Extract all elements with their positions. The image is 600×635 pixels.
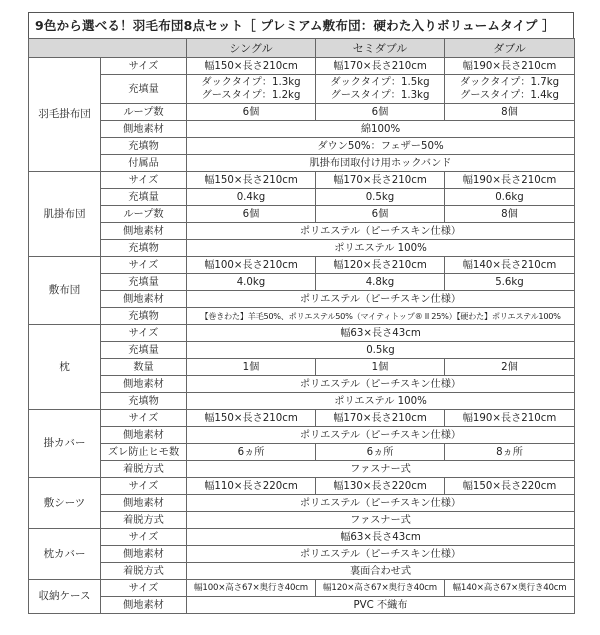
table-row (29, 495, 575, 512)
row-label: 充填物 (101, 138, 187, 155)
table-row (29, 206, 575, 223)
table-row (29, 410, 575, 427)
cell: 裏面合わせ式 (187, 563, 575, 580)
cell: 0.5kg (187, 342, 575, 359)
table-row (29, 223, 575, 240)
table-row (29, 580, 575, 597)
row-label: ズレ防止ヒモ数 (101, 444, 187, 461)
cell: 4.8kg (316, 274, 445, 291)
row-label: サイズ (101, 325, 187, 342)
group-label: 掛カバー (29, 410, 101, 478)
table-row (29, 444, 575, 461)
row-label: 充填物 (101, 393, 187, 410)
row-label: 着脱方式 (101, 461, 187, 478)
cell: 4.0kg (187, 274, 316, 291)
cell: 幅150×長さ220cm (445, 478, 575, 495)
cell: 0.4kg (187, 189, 316, 206)
table-row (29, 257, 575, 274)
row-label: サイズ (101, 478, 187, 495)
table-row (29, 546, 575, 563)
row-label: 側地素材 (101, 495, 187, 512)
table-row (29, 512, 575, 529)
cell: 幅150×長さ210cm (187, 172, 316, 189)
row-label: サイズ (101, 410, 187, 427)
cell: 2個 (445, 359, 575, 376)
row-label: 側地素材 (101, 291, 187, 308)
cell: ポリエステル 100% (187, 240, 575, 257)
cell: 8ヵ所 (445, 444, 575, 461)
cell: 幅190×長さ210cm (445, 172, 575, 189)
group-label: 枕カバー (29, 529, 101, 580)
group-label: 収納ケース (29, 580, 101, 614)
page-title: 9色から選べる！羽毛布団8点セット［ プレミアム敷布団：硬わた入りボリュームタイプ ］ (28, 12, 574, 38)
col-header-single: シングル (187, 39, 316, 58)
table-row (29, 75, 575, 104)
cell: 6個 (187, 104, 316, 121)
spec-sheet (28, 12, 574, 614)
table-row (29, 274, 575, 291)
table-row (29, 529, 575, 546)
cell: 1個 (316, 359, 445, 376)
cell: 幅130×長さ220cm (316, 478, 445, 495)
row-label: 付属品 (101, 155, 187, 172)
cell-line: ダックタイプ：1.5kg (330, 77, 430, 88)
table-row (29, 427, 575, 444)
cell-line: グースタイプ：1.2kg (201, 90, 301, 101)
table-row (29, 325, 575, 342)
cell: 6ヵ所 (187, 444, 316, 461)
cell: 肌掛布団取付け用ホックバンド (187, 155, 575, 172)
cell: 1個 (187, 359, 316, 376)
cell-line: ダックタイプ：1.3kg (201, 77, 301, 88)
cell: 0.6kg (445, 189, 575, 206)
cell: 8個 (445, 206, 575, 223)
cell: 幅100×高さ67×奥行き40cm (187, 580, 316, 597)
row-label: ループ数 (101, 206, 187, 223)
cell: 幅150×長さ210cm (187, 410, 316, 427)
table-row (29, 563, 575, 580)
row-label: 側地素材 (101, 223, 187, 240)
col-header-semi-double: セミダブル (316, 39, 445, 58)
cell: ポリエステル（ピーチスキン仕様） (187, 546, 575, 563)
cell: ポリエステル（ピーチスキン仕様） (187, 291, 575, 308)
row-label: 数量 (101, 359, 187, 376)
cell: 5.6kg (445, 274, 575, 291)
table-row (29, 393, 575, 410)
row-label: サイズ (101, 580, 187, 597)
cell: 幅190×長さ210cm (445, 410, 575, 427)
table-row (29, 121, 575, 138)
row-label: 着脱方式 (101, 512, 187, 529)
table-row (29, 342, 575, 359)
table-row (29, 58, 575, 75)
row-label: 着脱方式 (101, 563, 187, 580)
cell: 綿100% (187, 121, 575, 138)
cell-line: グースタイプ：1.3kg (330, 90, 430, 101)
cell: ファスナー式 (187, 461, 575, 478)
cell: 幅170×長さ210cm (316, 172, 445, 189)
cell: ポリエステル（ピーチスキン仕様） (187, 376, 575, 393)
row-label: サイズ (101, 58, 187, 75)
row-label: ループ数 (101, 104, 187, 121)
row-label: 側地素材 (101, 121, 187, 138)
group-label: 羽毛掛布団 (29, 58, 101, 172)
cell: ポリエステル（ピーチスキン仕様） (187, 495, 575, 512)
row-label: サイズ (101, 172, 187, 189)
cell: ダウン50%：フェザー50% (187, 138, 575, 155)
group-label: 肌掛布団 (29, 172, 101, 257)
cell (187, 75, 316, 104)
table-row (29, 155, 575, 172)
cell: 幅110×長さ220cm (187, 478, 316, 495)
cell-line: グースタイプ：1.4kg (460, 90, 559, 101)
table-row (29, 461, 575, 478)
cell: 8個 (445, 104, 575, 121)
cell: PVC 不織布 (187, 597, 575, 614)
table-row (29, 104, 575, 121)
table-row (29, 597, 575, 614)
cell: 6個 (316, 104, 445, 121)
table-row (29, 189, 575, 206)
table-row (29, 291, 575, 308)
cell: ポリエステル 100% (187, 393, 575, 410)
spec-table (28, 38, 575, 614)
table-row (29, 240, 575, 257)
cell: 6個 (187, 206, 316, 223)
table-row (29, 376, 575, 393)
group-label: 敷布団 (29, 257, 101, 325)
col-header-double: ダブル (445, 39, 575, 58)
group-label: 枕 (29, 325, 101, 410)
row-label: 充填物 (101, 240, 187, 257)
cell: 幅100×長さ210cm (187, 257, 316, 274)
cell: 幅140×長さ210cm (445, 257, 575, 274)
row-label: 充填量 (101, 274, 187, 291)
table-row (29, 308, 575, 325)
cell: 0.5kg (316, 189, 445, 206)
cell: 6ヵ所 (316, 444, 445, 461)
row-label: 側地素材 (101, 427, 187, 444)
cell: 幅140×高さ67×奥行き40cm (445, 580, 575, 597)
cell: 幅150×長さ210cm (187, 58, 316, 75)
cell: ポリエステル（ピーチスキン仕様） (187, 427, 575, 444)
table-row (29, 478, 575, 495)
row-label: 側地素材 (101, 546, 187, 563)
cell (316, 75, 445, 104)
table-row (29, 359, 575, 376)
cell-line: ダックタイプ：1.7kg (459, 77, 560, 88)
row-label: サイズ (101, 257, 187, 274)
row-label: 充填量 (101, 75, 187, 104)
cell: 幅120×高さ67×奥行き40cm (316, 580, 445, 597)
row-label: サイズ (101, 529, 187, 546)
cell: 幅170×長さ210cm (316, 58, 445, 75)
corner-cell (29, 39, 187, 58)
cell (445, 75, 575, 104)
cell: 幅63×長さ43cm (187, 325, 575, 342)
row-label: 充填量 (101, 189, 187, 206)
cell: 幅63×長さ43cm (187, 529, 575, 546)
cell: 幅170×長さ210cm (316, 410, 445, 427)
table-row (29, 138, 575, 155)
cell: 幅120×長さ210cm (316, 257, 445, 274)
table-row (29, 172, 575, 189)
cell: ファスナー式 (187, 512, 575, 529)
row-label: 側地素材 (101, 376, 187, 393)
cell: ポリエステル（ピーチスキン仕様） (187, 223, 575, 240)
group-label: 敷シーツ (29, 478, 101, 529)
row-label: 側地素材 (101, 597, 187, 614)
row-label: 充填物 (101, 308, 187, 325)
header-row (29, 39, 575, 58)
row-label: 充填量 (101, 342, 187, 359)
cell: 【巻きわた】羊毛50%、ポリエステル50%（マイティトップ® II 25%）【硬わた】ポリエステル100% (187, 308, 575, 325)
cell: 幅190×長さ210cm (445, 58, 575, 75)
cell: 6個 (316, 206, 445, 223)
